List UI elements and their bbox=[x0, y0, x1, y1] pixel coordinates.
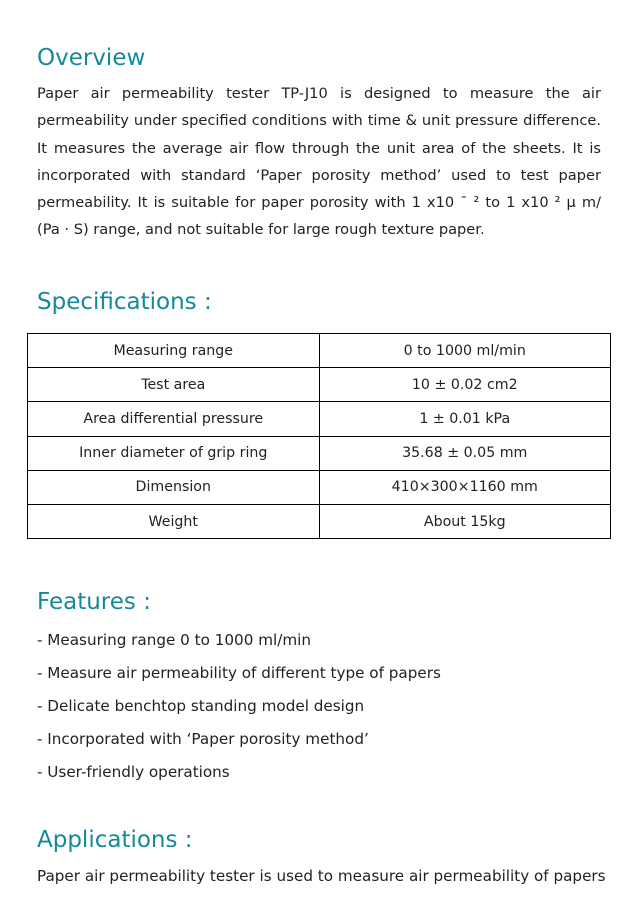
spec-value: 1 ± 0.01 kPa bbox=[319, 402, 611, 436]
features-heading: Features : bbox=[37, 589, 151, 615]
overview-paragraph: Paper air permeability tester TP-J10 is designed to measure the air permeability under specified conditions with time & unit pressure difference. It measures the average air flow through the unit area of the sheets. It is incorporated with standard ‘Paper porosity method’ used to test paper permeability. It is suitable for paper porosity with 1 x10 ¯ ² to 1 x10 ² μ m/ (Pa · S) range, and not suitable for large rough texture paper. bbox=[37, 85, 601, 239]
spec-label: Dimension bbox=[28, 470, 320, 504]
spec-label: Test area bbox=[28, 368, 320, 402]
table-row bbox=[28, 334, 611, 368]
applications-paragraph: Paper air permeability tester is used to measure air permeability of papers bbox=[37, 867, 606, 885]
specifications-table bbox=[27, 333, 611, 539]
list-item: - Measuring range 0 to 1000 ml/min bbox=[37, 631, 311, 649]
list-item: - Measure air permeability of different type of papers bbox=[37, 664, 441, 682]
list-item: - Delicate benchtop standing model design bbox=[37, 697, 365, 715]
spec-label: Area differential pressure bbox=[28, 402, 320, 436]
table-row bbox=[28, 470, 611, 504]
spec-value: 10 ± 0.02 cm2 bbox=[319, 368, 611, 402]
applications-heading: Applications : bbox=[37, 827, 193, 853]
features-list bbox=[37, 624, 441, 789]
spec-value: 0 to 1000 ml/min bbox=[319, 334, 611, 368]
spec-label: Weight bbox=[28, 504, 320, 538]
table-row bbox=[28, 402, 611, 436]
table-row bbox=[28, 436, 611, 470]
list-item: - User-friendly operations bbox=[37, 763, 230, 781]
spec-value: About 15kg bbox=[319, 504, 611, 538]
list-item: - Incorporated with ‘Paper porosity method’ bbox=[37, 730, 369, 748]
table-row bbox=[28, 368, 611, 402]
spec-label: Measuring range bbox=[28, 334, 320, 368]
specifications-heading: Specifications : bbox=[37, 289, 212, 315]
table-row bbox=[28, 504, 611, 538]
spec-value: 35.68 ± 0.05 mm bbox=[319, 436, 611, 470]
spec-value: 410×300×1160 mm bbox=[319, 470, 611, 504]
spec-label: Inner diameter of grip ring bbox=[28, 436, 320, 470]
overview-heading: Overview bbox=[37, 45, 146, 71]
